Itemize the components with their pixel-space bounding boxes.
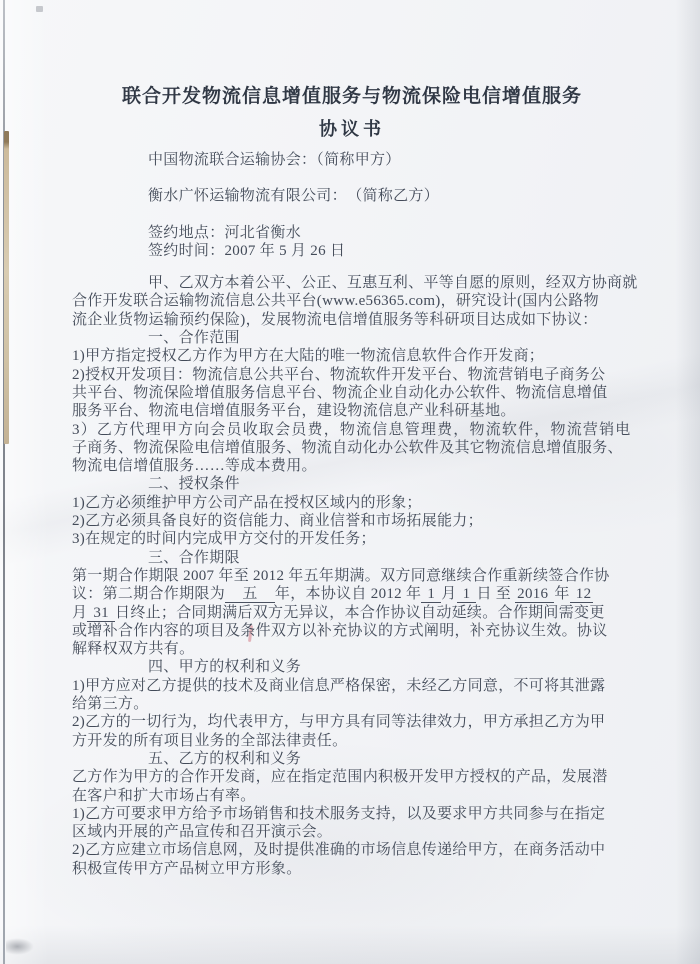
signing-place: 签约地点：河北省衡水 bbox=[148, 224, 302, 241]
doc-line: 2)乙方应建立市场信息网，及时提供准确的市场信息传递给甲方，在商务活动中 bbox=[72, 842, 606, 859]
doc-line: 1)乙方可要求甲方给予市场销售和技术服务支持，以及要求甲方共同参与在指定 bbox=[72, 805, 606, 822]
signing-date: 签约时间：2007 年 5 月 26 日 bbox=[148, 242, 346, 259]
doc-line: 方开发的所有项目业务的全部法律责任。 bbox=[72, 732, 348, 749]
doc-line: 在客户和扩大市场占有率。 bbox=[72, 787, 256, 804]
line-segment: 月 bbox=[72, 604, 88, 621]
doc-line: 给第三方。 bbox=[72, 696, 149, 713]
doc-line: 2)授权开发项目：物流信息公共平台、物流软件开发平台、物流营销电子商务公 bbox=[72, 366, 606, 383]
intro-line: 合作开发联合运输物流信息公共平台(www.e56365.com)，研究设计(国内公路物 bbox=[72, 293, 599, 310]
party-b-line: 衡水广怀运输物流有限公司： （简称乙方） bbox=[148, 188, 440, 205]
line-segment: 议：第二期合作期限为 bbox=[72, 586, 226, 603]
document-title-line1: 联合开发物流信息增值服务与物流保险电信增值服务 bbox=[121, 86, 582, 107]
line-segment: 日终止；合同期满后双方无异议，本合作协议自动延续。合作期间需变更 bbox=[115, 604, 605, 621]
doc-line: 共平台、物流保险增值服务信息平台、物流企业自动化办公软件、物流信息增值 bbox=[72, 384, 608, 401]
doc-line: 2)乙方的一切行为，均代表甲方，与甲方具有同等法律效力，甲方承担乙方为甲 bbox=[72, 714, 606, 731]
document-content bbox=[72, 0, 638, 878]
doc-line: 3)在规定的时间内完成甲方交付的开发任务； bbox=[72, 531, 376, 548]
term-blanks-line bbox=[72, 604, 632, 622]
doc-line: 乙方作为甲方的合作开发商，应在指定范围内积极开发甲方授权的产品，发展潜 bbox=[72, 769, 608, 786]
doc-line: 服务平台、物流电信增值服务平台，建设物流信息产业科研基地。 bbox=[72, 403, 516, 420]
document-title-line2: 协议书 bbox=[319, 119, 385, 139]
filled-blank: 31 bbox=[89, 604, 114, 621]
doc-line: 1)甲方指定授权乙方作为甲方在大陆的唯一物流信息软件合作开发商； bbox=[72, 348, 545, 365]
doc-line: 积极宣传甲方产品树立甲方形象。 bbox=[72, 860, 302, 877]
line-segment: 日 至 bbox=[476, 586, 516, 603]
doc-line: 第一期合作期限 2007 年至 2012 年五年期满。双方同意继续合作重新续签合作协 bbox=[72, 567, 610, 584]
filled-blank: 1 bbox=[423, 586, 440, 603]
intro-line: 流企业货物运输预约保险)，发展物流电信增值服务等科研项目达成如下协议： bbox=[72, 311, 598, 328]
section-4-heading: 四、甲方的权利和义务 bbox=[148, 659, 302, 676]
doc-line: 1)甲方应对乙方提供的技术及商业信息严格保密，未经乙方同意，不可将其泄露 bbox=[72, 677, 606, 694]
intro-line: 甲、乙双方本着公平、公正、互惠互利、平等自愿的原则，经双方协商就 bbox=[148, 275, 638, 292]
doc-line: 3）乙方代理甲方向会员收取会员费，物流信息管理费，物流软件，物流营销电 bbox=[72, 421, 632, 438]
scan-speck bbox=[36, 6, 43, 12]
term-blanks-line bbox=[72, 585, 632, 603]
line-segment: 年 bbox=[554, 586, 570, 603]
corner-smudge bbox=[6, 938, 34, 955]
doc-line: 物流电信增值服务……等成本费用。 bbox=[72, 458, 317, 475]
binding-edge-strip bbox=[4, 131, 9, 444]
party-a-line: 中国物流联合运输协会：（简称甲方） bbox=[148, 152, 401, 168]
line-segment: 年，本协议自 2012 年 bbox=[274, 586, 422, 603]
filled-blank: 12 bbox=[571, 586, 592, 603]
filled-blank: 五 bbox=[227, 586, 273, 603]
filled-blank: 1 bbox=[458, 586, 475, 603]
section-2-heading: 二、授权条件 bbox=[148, 476, 240, 493]
doc-line: 解释权双方共有。 bbox=[72, 641, 195, 658]
section-1-heading: 一、合作范围 bbox=[148, 330, 240, 347]
section-5-heading: 五、乙方的权利和义务 bbox=[148, 750, 302, 767]
doc-line: 子商务、物流保险电信增值服务、物流自动化办公软件及其它物流信息增值服务、 bbox=[72, 439, 623, 456]
line-segment: 月 bbox=[441, 586, 457, 603]
filled-blank: 2016 bbox=[517, 586, 553, 603]
doc-line: 1)乙方必须维护甲方公司产品在授权区域内的形象； bbox=[72, 494, 422, 511]
doc-line: 区域内开展的产品宣传和召开演示会。 bbox=[72, 824, 333, 841]
doc-line: 或增补合作内容的项目及条件双方以补充协议的方式阐明，补充协议生效。协议 bbox=[72, 622, 608, 639]
section-3-heading: 三、合作期限 bbox=[148, 549, 240, 566]
doc-line: 2)乙方必须具备良好的资信能力、商业信誉和市场拓展能力； bbox=[72, 513, 483, 530]
